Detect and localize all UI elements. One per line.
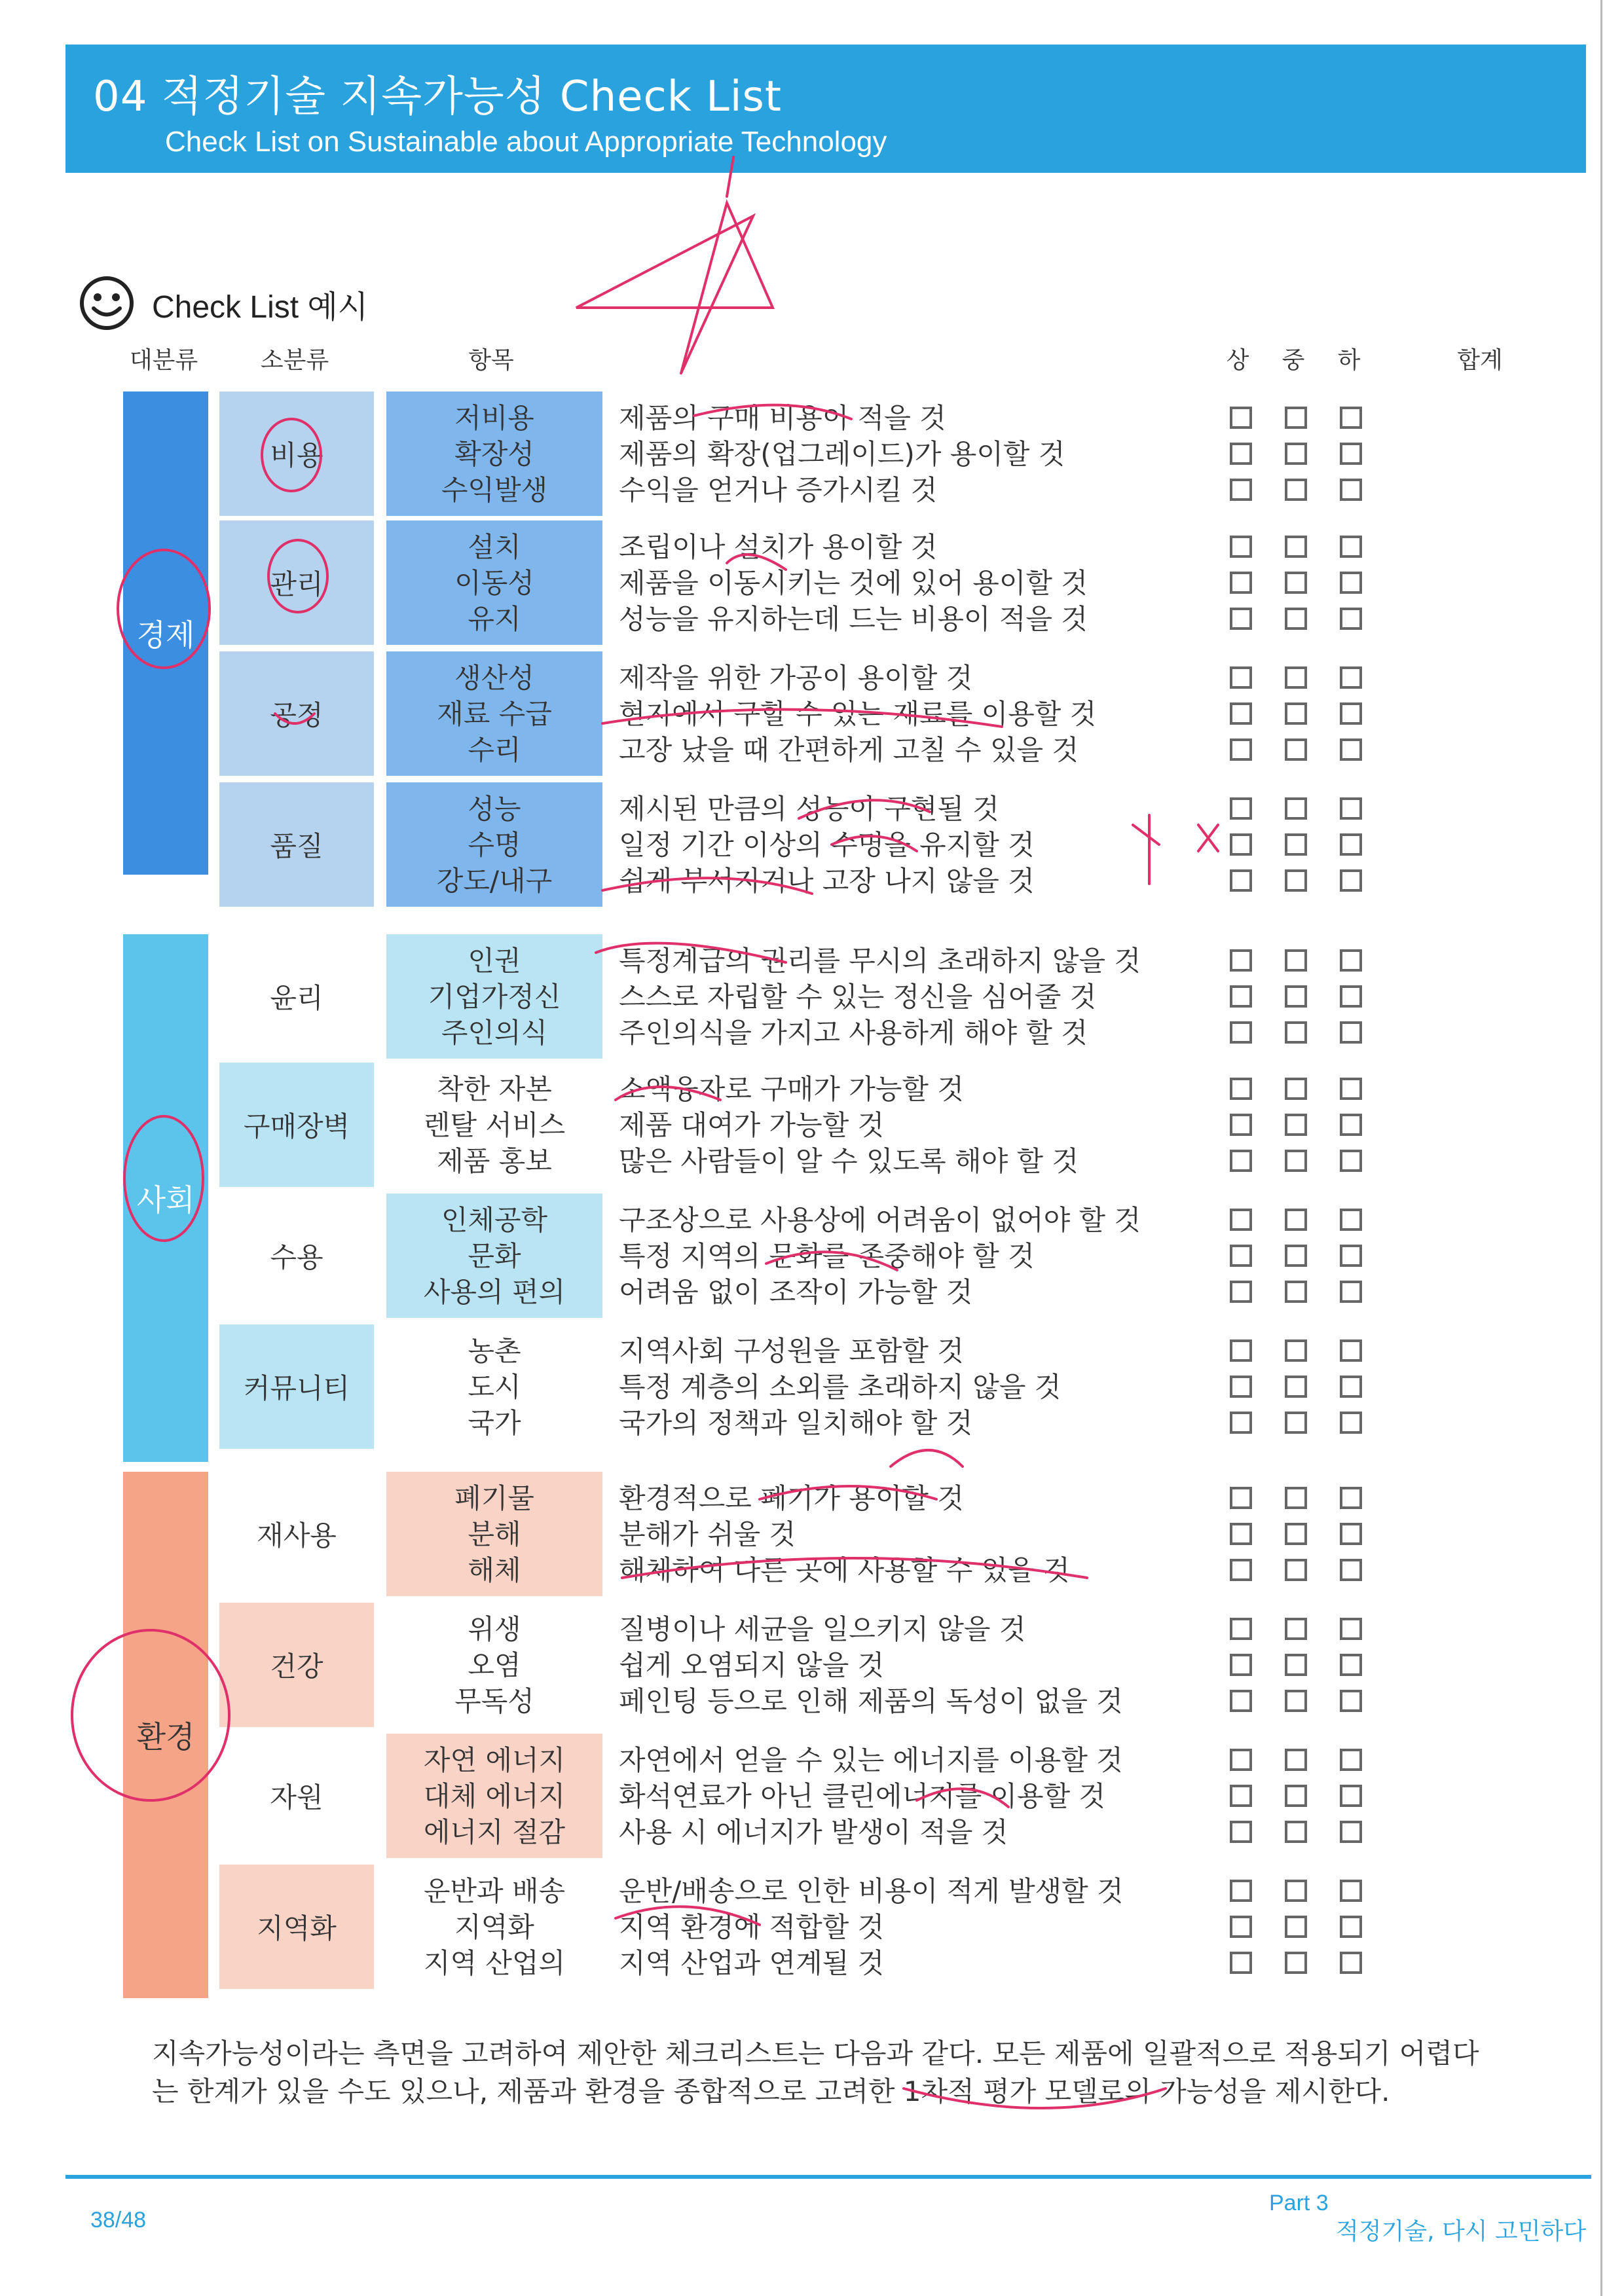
- item-label: 문화: [468, 1239, 521, 1272]
- checkbox-mid[interactable]: [1285, 1376, 1307, 1398]
- item-label: 유지: [468, 602, 521, 635]
- checkbox-high[interactable]: [1230, 1749, 1252, 1771]
- checkbox-low[interactable]: [1340, 797, 1362, 820]
- criteria-text: 제시된 만큼의 성능이 구현될 것: [619, 792, 999, 825]
- item-cell: [386, 1472, 602, 1596]
- item-label: 대체 에너지: [423, 1779, 566, 1812]
- criteria-cell: [619, 1324, 1208, 1449]
- criteria-cell: [619, 1063, 1208, 1187]
- rating-checkboxes: [1230, 1734, 1395, 1858]
- checkbox-high[interactable]: [1230, 1021, 1252, 1044]
- page-edge-rule: [1600, 0, 1602, 2296]
- checkbox-mid[interactable]: [1285, 1952, 1307, 1974]
- rating-row: [1230, 1945, 1395, 1981]
- checkbox-high[interactable]: [1230, 1281, 1252, 1303]
- checkbox-high[interactable]: [1230, 572, 1252, 594]
- checkbox-low[interactable]: [1340, 1078, 1362, 1100]
- checkbox-low[interactable]: [1340, 443, 1362, 465]
- item-label: 생산성: [454, 661, 534, 694]
- checkbox-mid[interactable]: [1285, 1523, 1307, 1545]
- criteria-text: 지역사회 구성원을 포함할 것: [619, 1334, 964, 1367]
- checkbox-mid[interactable]: [1285, 833, 1307, 856]
- checkbox-high[interactable]: [1230, 1209, 1252, 1231]
- title-banner: [65, 45, 1586, 173]
- checkbox-low[interactable]: [1340, 572, 1362, 594]
- item-label: 수명: [468, 828, 521, 861]
- checkbox-mid[interactable]: [1285, 1785, 1307, 1807]
- checkbox-high[interactable]: [1230, 1880, 1252, 1902]
- checkbox-mid[interactable]: [1285, 1618, 1307, 1640]
- item-label: 지역화: [454, 1910, 534, 1943]
- checkbox-high[interactable]: [1230, 443, 1252, 465]
- checkbox-mid[interactable]: [1285, 1487, 1307, 1509]
- checkbox-low[interactable]: [1340, 869, 1362, 892]
- rating-row: [1230, 1238, 1395, 1274]
- page-title: 04 적정기술 지속가능성 Check List: [93, 73, 782, 121]
- criteria-text: 해체하여 다른 곳에 사용할 수 있을 것: [619, 1554, 1070, 1586]
- checkbox-high[interactable]: [1230, 1952, 1252, 1974]
- rating-checkboxes: [1230, 934, 1395, 1059]
- item-label: 자연 에너지: [423, 1743, 566, 1776]
- part-label: Part 3: [1269, 2191, 1329, 2215]
- checkbox-mid[interactable]: [1285, 1412, 1307, 1434]
- checkbox-low[interactable]: [1340, 1245, 1362, 1267]
- item-label: 농촌: [468, 1334, 521, 1367]
- rating-row: [1230, 791, 1395, 827]
- checkbox-high[interactable]: [1230, 702, 1252, 725]
- checkbox-mid[interactable]: [1285, 738, 1307, 761]
- checkbox-low[interactable]: [1340, 407, 1362, 429]
- criteria-text: 제작을 위한 가공이 용이할 것: [619, 661, 973, 694]
- checkbox-high[interactable]: [1230, 1150, 1252, 1172]
- criteria-text: 주인의식을 가지고 사용하게 해야 할 것: [619, 1016, 1088, 1049]
- criteria-cell: [619, 1472, 1208, 1596]
- rating-checkboxes: [1230, 1865, 1395, 1989]
- rating-row: [1230, 979, 1395, 1015]
- rating-checkboxes: [1230, 651, 1395, 776]
- checkbox-mid[interactable]: [1285, 407, 1307, 429]
- checkbox-mid[interactable]: [1285, 1654, 1307, 1676]
- checkbox-high[interactable]: [1230, 1523, 1252, 1545]
- rating-row: [1230, 1778, 1395, 1814]
- criteria-text: 고장 났을 때 간편하게 고칠 수 있을 것: [619, 733, 1079, 766]
- item-label: 오염: [468, 1649, 521, 1681]
- rating-row: [1230, 436, 1395, 472]
- checkbox-mid[interactable]: [1285, 1821, 1307, 1843]
- rating-row: [1230, 863, 1395, 899]
- checkbox-mid[interactable]: [1285, 666, 1307, 689]
- criteria-text: 제품의 구매 비용이 적을 것: [619, 401, 946, 434]
- subcategory-label: 윤리: [219, 934, 374, 1059]
- subcategory-label: 비용: [219, 392, 374, 516]
- rating-row: [1230, 943, 1395, 979]
- item-label: 착한 자본: [437, 1072, 552, 1105]
- criteria-text: 질병이나 세균을 일으키지 않을 것: [619, 1613, 1026, 1645]
- checkbox-mid[interactable]: [1285, 536, 1307, 558]
- checkbox-mid[interactable]: [1285, 1245, 1307, 1267]
- footnote-line-1: 지속가능성이라는 측면을 고려하여 제안한 체크리스트는 다음과 같다. 모든 제품에 일괄적으로 적용되기 어렵다: [152, 2037, 1479, 2069]
- criteria-cell: [619, 782, 1208, 907]
- checkbox-high[interactable]: [1230, 949, 1252, 972]
- checkbox-low[interactable]: [1340, 833, 1362, 856]
- rating-row: [1230, 1274, 1395, 1310]
- rating-row: [1230, 732, 1395, 768]
- rating-row: [1230, 1814, 1395, 1850]
- rating-row: [1230, 1143, 1395, 1179]
- criteria-text: 어려움 없이 조작이 가능할 것: [619, 1275, 973, 1308]
- rating-checkboxes: [1230, 520, 1395, 645]
- page-number: 38/48: [90, 2208, 147, 2232]
- criteria-text: 스스로 자립할 수 있는 정신을 심어줄 것: [619, 980, 1097, 1013]
- checkbox-low[interactable]: [1340, 985, 1362, 1008]
- subcategory-label: 커뮤니티: [219, 1324, 374, 1449]
- rating-row: [1230, 472, 1395, 508]
- checkbox-high[interactable]: [1230, 536, 1252, 558]
- rating-row: [1230, 1611, 1395, 1647]
- criteria-text: 지역 산업과 연계될 것: [619, 1946, 885, 1979]
- item-label: 도시: [468, 1370, 521, 1403]
- item-cell: [386, 1734, 602, 1858]
- checkbox-low[interactable]: [1340, 1654, 1362, 1676]
- subcategory-label: 재사용: [219, 1472, 374, 1596]
- criteria-cell: [619, 1194, 1208, 1318]
- checkbox-mid[interactable]: [1285, 1114, 1307, 1136]
- header-item: 항목: [468, 347, 514, 374]
- item-label: 기업가정신: [428, 980, 561, 1013]
- item-label: 국가: [468, 1406, 521, 1439]
- subcategory-label: 수용: [219, 1194, 374, 1318]
- item-label: 저비용: [454, 401, 534, 434]
- item-label: 지역 산업의: [423, 1946, 566, 1979]
- header-minor: 소분류: [260, 347, 329, 374]
- checkbox-high[interactable]: [1230, 738, 1252, 761]
- item-cell: [386, 1865, 602, 1989]
- criteria-cell: [619, 1603, 1208, 1727]
- rating-row: [1230, 1742, 1395, 1778]
- item-cell: [386, 1194, 602, 1318]
- item-label: 강도/내구: [436, 864, 553, 897]
- rating-row: [1230, 529, 1395, 565]
- checkbox-low[interactable]: [1340, 479, 1362, 501]
- checkbox-high[interactable]: [1230, 666, 1252, 689]
- checkbox-mid[interactable]: [1285, 443, 1307, 465]
- item-cell: [386, 392, 602, 516]
- criteria-text: 국가의 정책과 일치해야 할 것: [619, 1406, 973, 1439]
- item-label: 무독성: [454, 1685, 534, 1717]
- rating-checkboxes: [1230, 1194, 1395, 1318]
- checkbox-high[interactable]: [1230, 1618, 1252, 1640]
- item-label: 사용의 편의: [423, 1275, 566, 1308]
- checkbox-mid[interactable]: [1285, 1559, 1307, 1581]
- criteria-cell: [619, 934, 1208, 1059]
- checkbox-mid[interactable]: [1285, 572, 1307, 594]
- checkbox-low[interactable]: [1340, 738, 1362, 761]
- checkbox-mid[interactable]: [1285, 1880, 1307, 1902]
- checkbox-low[interactable]: [1340, 1785, 1362, 1807]
- item-cell: [386, 934, 602, 1059]
- rating-row: [1230, 1552, 1395, 1588]
- category-economy: 경제: [123, 392, 208, 875]
- checkbox-mid[interactable]: [1285, 1209, 1307, 1231]
- checkbox-high[interactable]: [1230, 985, 1252, 1008]
- checkbox-mid[interactable]: [1285, 608, 1307, 630]
- rating-checkboxes: [1230, 1603, 1395, 1727]
- criteria-text: 구조상으로 사용상에 어려움이 없어야 할 것: [619, 1203, 1141, 1236]
- subcategory-label: 자원: [219, 1734, 374, 1858]
- checkbox-low[interactable]: [1340, 1281, 1362, 1303]
- checkbox-mid[interactable]: [1285, 1916, 1307, 1938]
- item-label: 분해: [468, 1518, 521, 1550]
- criteria-text: 지역 환경에 적합할 것: [619, 1910, 885, 1943]
- criteria-cell: [619, 1734, 1208, 1858]
- subcategory-label: 건강: [219, 1603, 374, 1727]
- checkbox-high[interactable]: [1230, 1114, 1252, 1136]
- checkbox-high[interactable]: [1230, 1078, 1252, 1100]
- smiley-icon: [77, 274, 136, 333]
- criteria-text: 특정계급의 권리를 무시의 초래하지 않을 것: [619, 944, 1141, 977]
- checkbox-low[interactable]: [1340, 949, 1362, 972]
- checkbox-high[interactable]: [1230, 479, 1252, 501]
- item-label: 수익발생: [441, 473, 548, 506]
- checkbox-high[interactable]: [1230, 1376, 1252, 1398]
- checkbox-mid[interactable]: [1285, 1078, 1307, 1100]
- footnote-line-2: 는 한계가 있을 수도 있으나, 제품과 환경을 종합적으로 고려한 1차적 평가 모델로의 가능성을 제시한다.: [152, 2075, 1390, 2107]
- item-cell: [386, 651, 602, 776]
- criteria-text: 제품의 확장(업그레이드)가 용이할 것: [619, 437, 1065, 470]
- rating-row: [1230, 827, 1395, 863]
- criteria-cell: [619, 651, 1208, 776]
- rating-row: [1230, 1647, 1395, 1683]
- rating-row: [1230, 1015, 1395, 1051]
- rating-row: [1230, 660, 1395, 696]
- rating-row: [1230, 1071, 1395, 1107]
- checkbox-high[interactable]: [1230, 833, 1252, 856]
- item-label: 인권: [468, 944, 521, 977]
- criteria-text: 환경적으로 폐기가 용이할 것: [619, 1482, 964, 1514]
- rating-row: [1230, 1107, 1395, 1143]
- checkbox-high[interactable]: [1230, 1690, 1252, 1712]
- category-environment: 환경: [123, 1472, 208, 1998]
- checkbox-high[interactable]: [1230, 1559, 1252, 1581]
- checkbox-mid[interactable]: [1285, 1150, 1307, 1172]
- item-cell: [386, 1603, 602, 1727]
- footnote: [152, 2035, 1547, 2111]
- criteria-text: 자연에서 얻을 수 있는 에너지를 이용할 것: [619, 1743, 1123, 1776]
- criteria-text: 많은 사람들이 알 수 있도록 해야 할 것: [619, 1144, 1079, 1177]
- rating-row: [1230, 1909, 1395, 1945]
- criteria-text: 분해가 쉬울 것: [619, 1518, 796, 1550]
- item-label: 에너지 절감: [423, 1815, 566, 1848]
- rating-checkboxes: [1230, 782, 1395, 907]
- checkbox-high[interactable]: [1230, 1654, 1252, 1676]
- rating-checkboxes: [1230, 1472, 1395, 1596]
- criteria-text: 페인팅 등으로 인해 제품의 독성이 없을 것: [619, 1685, 1123, 1717]
- criteria-cell: [619, 392, 1208, 516]
- checkbox-low[interactable]: [1340, 1916, 1362, 1938]
- rating-row: [1230, 565, 1395, 601]
- checkbox-low[interactable]: [1340, 1376, 1362, 1398]
- item-label: 인체공학: [441, 1203, 548, 1236]
- criteria-text: 현지에서 구할 수 있는 재료를 이용할 것: [619, 697, 1097, 730]
- criteria-text: 제품 대여가 가능할 것: [619, 1108, 885, 1141]
- checkbox-low[interactable]: [1340, 666, 1362, 689]
- header-mid: 중: [1282, 347, 1305, 374]
- checkbox-low[interactable]: [1340, 1150, 1362, 1172]
- criteria-text: 특정 지역의 문화를 존중해야 할 것: [619, 1239, 1035, 1272]
- item-label: 제품 홍보: [437, 1144, 552, 1177]
- checkbox-high[interactable]: [1230, 1785, 1252, 1807]
- rating-checkboxes: [1230, 392, 1395, 516]
- item-label: 주인의식: [441, 1016, 548, 1049]
- checkbox-mid[interactable]: [1285, 869, 1307, 892]
- criteria-cell: [619, 1865, 1208, 1989]
- header-high: 상: [1226, 347, 1249, 374]
- checkbox-low[interactable]: [1340, 1523, 1362, 1545]
- checkbox-high[interactable]: [1230, 797, 1252, 820]
- checkbox-low[interactable]: [1340, 1880, 1362, 1902]
- checkbox-mid[interactable]: [1285, 1749, 1307, 1771]
- item-label: 수리: [468, 733, 521, 766]
- header-total: 합계: [1457, 347, 1503, 374]
- rating-row: [1230, 1333, 1395, 1369]
- criteria-cell: [619, 520, 1208, 645]
- checkbox-high[interactable]: [1230, 869, 1252, 892]
- item-cell: [386, 782, 602, 907]
- subcategory-label: 품질: [219, 782, 374, 907]
- criteria-text: 일정 기간 이상의 수명을 유지할 것: [619, 828, 1035, 861]
- checkbox-low[interactable]: [1340, 608, 1362, 630]
- criteria-text: 성능을 유지하는데 드는 비용이 적을 것: [619, 602, 1088, 635]
- checkbox-mid[interactable]: [1285, 702, 1307, 725]
- checkbox-mid[interactable]: [1285, 1690, 1307, 1712]
- checkbox-low[interactable]: [1340, 1559, 1362, 1581]
- checkbox-low[interactable]: [1340, 1952, 1362, 1974]
- checkbox-mid[interactable]: [1285, 1339, 1307, 1362]
- checkbox-mid[interactable]: [1285, 985, 1307, 1008]
- checkbox-high[interactable]: [1230, 1245, 1252, 1267]
- item-label: 운반과 배송: [423, 1874, 566, 1907]
- criteria-text: 쉽게 부서지거나 고장 나지 않을 것: [619, 864, 1035, 897]
- checkbox-low[interactable]: [1340, 1749, 1362, 1771]
- checkbox-high[interactable]: [1230, 1412, 1252, 1434]
- checkbox-low[interactable]: [1340, 536, 1362, 558]
- item-label: 해체: [468, 1554, 521, 1586]
- rating-row: [1230, 601, 1395, 637]
- page-subtitle: Check List on Sustainable about Appropriate Technology: [165, 126, 887, 158]
- checkbox-high[interactable]: [1230, 608, 1252, 630]
- checkbox-mid[interactable]: [1285, 1281, 1307, 1303]
- item-label: 확장성: [454, 437, 534, 470]
- item-label: 위생: [468, 1613, 521, 1645]
- rating-row: [1230, 1480, 1395, 1516]
- checkbox-high[interactable]: [1230, 1821, 1252, 1843]
- checkbox-low[interactable]: [1340, 1339, 1362, 1362]
- subcategory-label: 구매장벽: [219, 1063, 374, 1187]
- criteria-text: 쉽게 오염되지 않을 것: [619, 1649, 885, 1681]
- item-label: 이동성: [454, 566, 534, 599]
- checkbox-high[interactable]: [1230, 1916, 1252, 1938]
- item-label: 설치: [468, 530, 521, 563]
- rating-row: [1230, 1369, 1395, 1405]
- criteria-text: 사용 시 에너지가 발생이 적을 것: [619, 1815, 1008, 1848]
- rating-row: [1230, 400, 1395, 436]
- checkbox-low[interactable]: [1340, 702, 1362, 725]
- rating-checkboxes: [1230, 1324, 1395, 1449]
- item-cell: [386, 1324, 602, 1449]
- rating-row: [1230, 696, 1395, 732]
- footer-rule: [65, 2175, 1591, 2179]
- criteria-text: 수익을 얻거나 증가시킬 것: [619, 473, 938, 506]
- checkbox-mid[interactable]: [1285, 797, 1307, 820]
- item-label: 재료 수급: [437, 697, 552, 730]
- checkbox-high[interactable]: [1230, 1339, 1252, 1362]
- checkbox-high[interactable]: [1230, 407, 1252, 429]
- criteria-text: 화석연료가 아닌 클린에너지를 이용할 것: [619, 1779, 1106, 1812]
- checkbox-mid[interactable]: [1285, 949, 1307, 972]
- checkbox-high[interactable]: [1230, 1487, 1252, 1509]
- checkbox-low[interactable]: [1340, 1690, 1362, 1712]
- subcategory-label: 관리: [219, 520, 374, 645]
- checkbox-low[interactable]: [1340, 1021, 1362, 1044]
- subcategory-label: 공정: [219, 651, 374, 776]
- checkbox-mid[interactable]: [1285, 1021, 1307, 1044]
- checkbox-low[interactable]: [1340, 1821, 1362, 1843]
- item-label: 폐기물: [454, 1482, 534, 1514]
- rating-row: [1230, 1202, 1395, 1238]
- checkbox-mid[interactable]: [1285, 479, 1307, 501]
- item-cell: [386, 520, 602, 645]
- criteria-text: 제품을 이동시키는 것에 있어 용이할 것: [619, 566, 1088, 599]
- criteria-text: 소액융자로 구매가 가능할 것: [619, 1072, 964, 1105]
- checkbox-low[interactable]: [1340, 1114, 1362, 1136]
- checkbox-low[interactable]: [1340, 1412, 1362, 1434]
- criteria-text: 특정 계층의 소외를 초래하지 않을 것: [619, 1370, 1061, 1403]
- checkbox-low[interactable]: [1340, 1618, 1362, 1640]
- section-title: Check List 예시: [152, 290, 369, 325]
- criteria-text: 운반/배송으로 인한 비용이 적게 발생할 것: [619, 1874, 1124, 1907]
- subcategory-label: 지역화: [219, 1865, 374, 1989]
- part-title: 적정기술, 다시 고민하다: [1336, 2218, 1587, 2245]
- header-low: 하: [1337, 347, 1361, 374]
- checkbox-low[interactable]: [1340, 1487, 1362, 1509]
- criteria-text: 조립이나 설치가 용이할 것: [619, 530, 938, 563]
- header-major: 대분류: [129, 347, 198, 374]
- checkbox-low[interactable]: [1340, 1209, 1362, 1231]
- rating-row: [1230, 1683, 1395, 1719]
- item-label: 렌탈 서비스: [423, 1108, 566, 1141]
- rating-row: [1230, 1405, 1395, 1441]
- item-label: 성능: [468, 792, 521, 825]
- item-cell: [386, 1063, 602, 1187]
- rating-row: [1230, 1516, 1395, 1552]
- rating-checkboxes: [1230, 1063, 1395, 1187]
- category-society: 사회: [123, 934, 208, 1462]
- rating-row: [1230, 1873, 1395, 1909]
